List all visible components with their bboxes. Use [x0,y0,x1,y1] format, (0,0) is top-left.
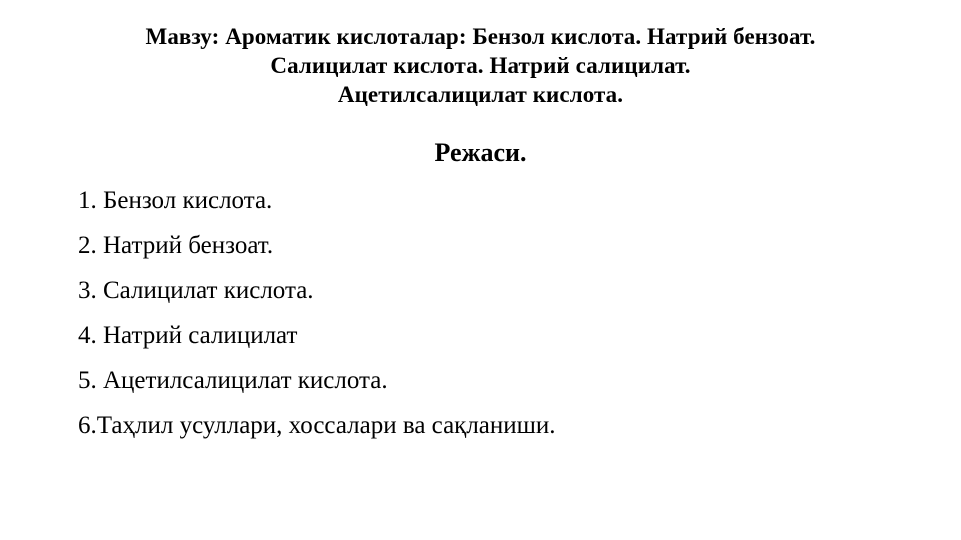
plan-heading: Режаси. [434,138,527,167]
slide-title [0,22,961,109]
list-item: 6.Таҳлил усуллари, хоссалари ва сақланиши. [78,412,556,439]
list-item: 5. Ацетилсалицилат кислота. [78,367,388,394]
list-item: 3. Салицилат кислота. [78,277,314,304]
slide-title-line-1: Мавзу: Ароматик кислоталар: Бензол кислота. Натрий бензоат. [145,24,816,49]
list-item: 2. Натрий бензоат. [78,232,274,259]
list-item: 4. Натрий салицилат [78,322,298,349]
slide-title-line-3: Ацетилсалицилат кислота. [337,82,624,107]
plan-list [78,178,918,448]
slide-title-line-2: Салицилат кислота. Натрий салицилат. [270,53,691,78]
list-item: 1. Бензол кислота. [78,187,273,214]
